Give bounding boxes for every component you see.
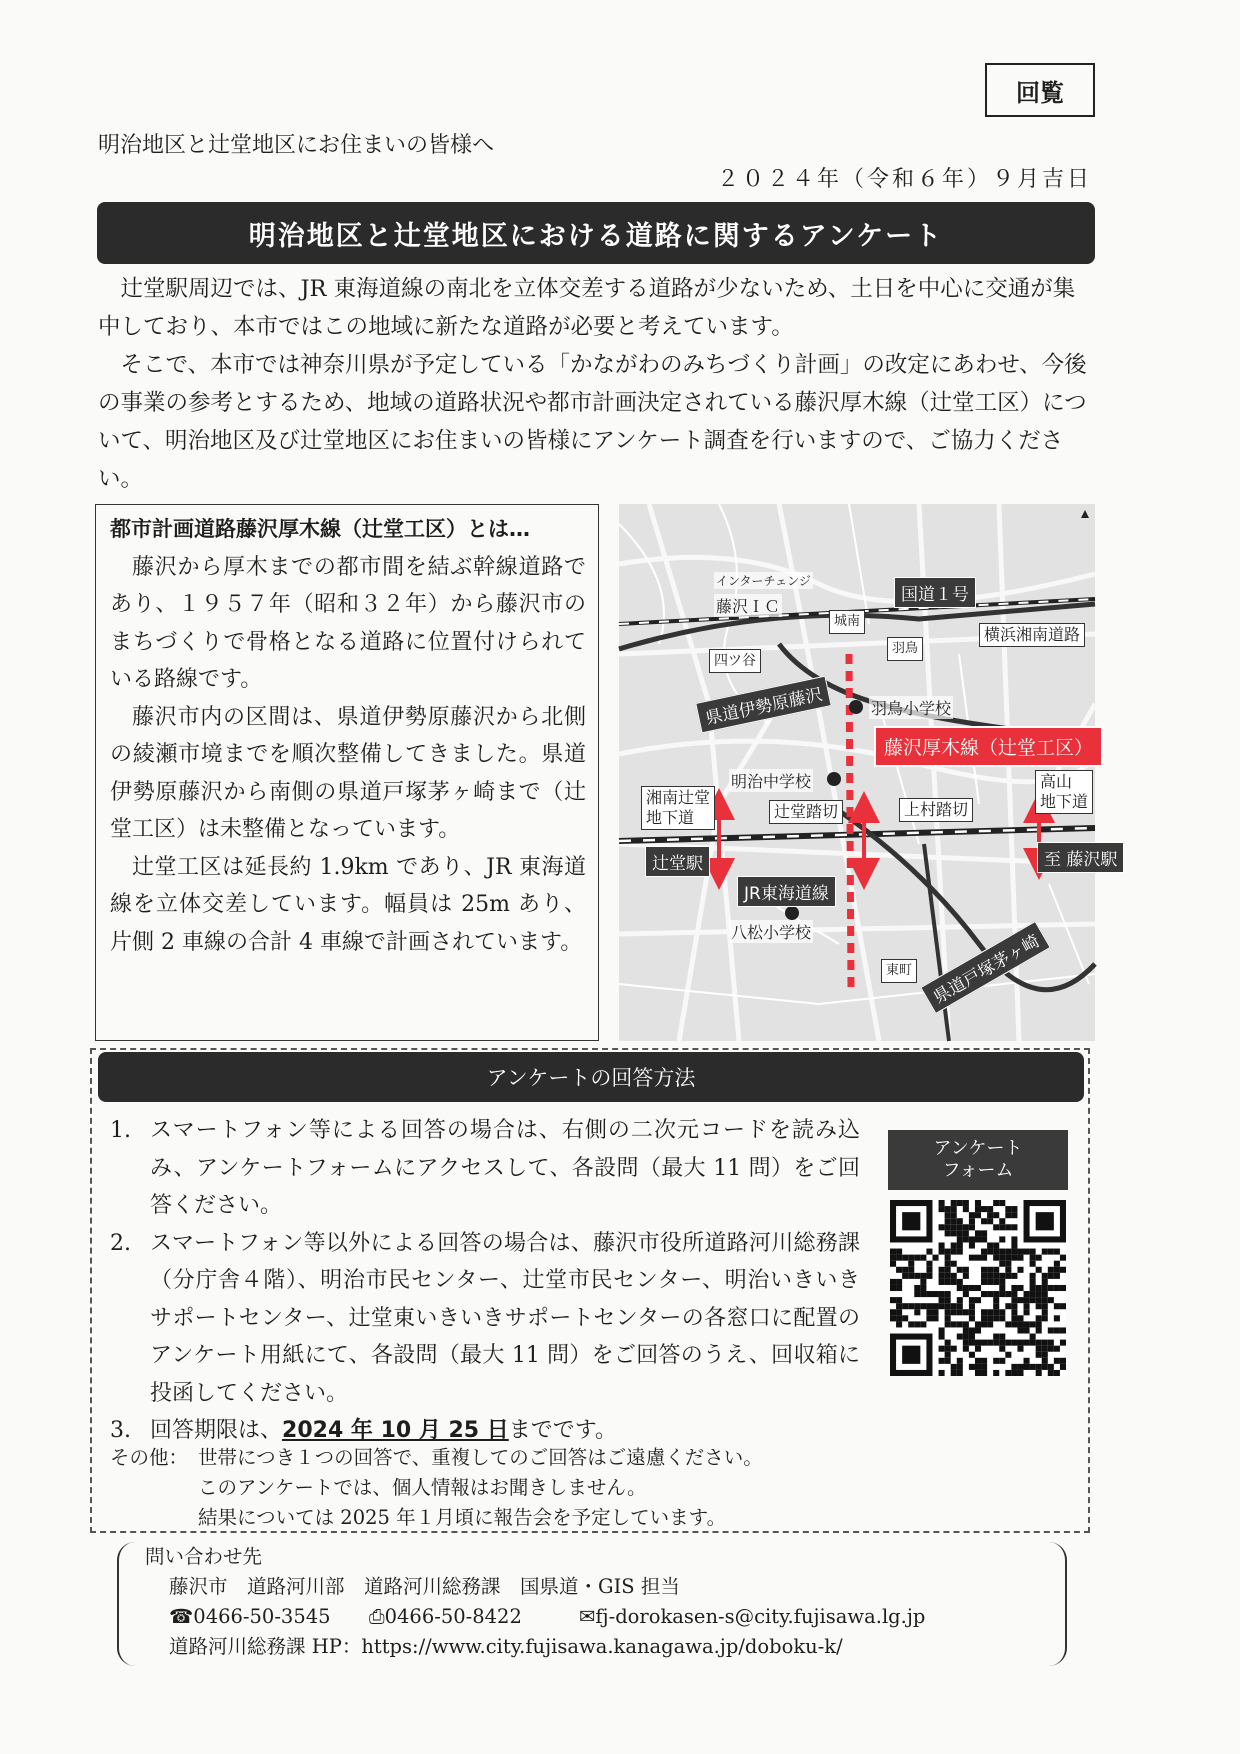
- step-text: スマートフォン等以外による回答の場合は、藤沢市役所道路河川総務課（分庁舎４階）、明治市民センター、辻堂市民センター、明治いきいきサポートセンター、辻堂東いきいきサポートセンターの各窓口に配置のアンケート用紙にて、各設問（最大 11 問）をご回答のうえ、回収箱に投函してください。: [150, 1230, 860, 1406]
- map-label-fujisawa-ic: 藤沢ＩＣ: [714, 594, 782, 617]
- contact-phone: ☎0466-50-3545: [169, 1605, 331, 1628]
- road-info-box: [95, 504, 599, 1041]
- contact-homepage[interactable]: 道路河川総務課 HP：https://www.city.fujisawa.kanagawa.jp/doboku-k/: [169, 1635, 843, 1658]
- howto-heading: アンケートの回答方法: [98, 1052, 1084, 1102]
- page-title: 明治地区と辻堂地区における道路に関するアンケート: [97, 202, 1095, 264]
- qr-caption-line-2: フォーム: [942, 1160, 1014, 1181]
- map-label-takayama-underpass: 高山 地下道: [1035, 770, 1093, 814]
- contact-box: [117, 1542, 1067, 1666]
- contact-fax-wrap: [369, 1602, 579, 1632]
- howto-step-1: [110, 1112, 860, 1225]
- qr-caption: [888, 1130, 1068, 1190]
- deadline-prefix: 回答期限は、: [150, 1418, 283, 1443]
- fax-icon: ⎙: [369, 1605, 385, 1628]
- qr-caption-line-1: アンケート: [933, 1138, 1023, 1159]
- contact-numbers: [169, 1602, 1065, 1632]
- map-label-jonan: 城南: [829, 610, 865, 634]
- step-number: 1.: [110, 1118, 131, 1143]
- howto-step-2: [110, 1225, 860, 1413]
- map-label-to-fujisawa-station: 至 藤沢駅: [1037, 842, 1124, 873]
- contact-email[interactable]: ✉fj-dorokasen-s@city.fujisawa.lg.jp: [579, 1605, 926, 1628]
- map-label-yamatsu-school: 八松小学校: [729, 920, 813, 943]
- road-info-paragraph-3: 辻堂工区は延長約 1.9km であり、JR 東海道線を立体交差しています。幅員は 25m あり、片側 2 車線の合計 4 車線で計画されています。: [110, 854, 586, 955]
- map-label-shonan-tsujido-underpass: 湘南辻堂 地下道: [641, 786, 715, 830]
- area-map: [619, 504, 1118, 1041]
- intro-text: [98, 270, 1094, 498]
- map-label-hatori-school: 羽鳥小学校: [869, 696, 953, 719]
- map-label-yokohama-shonan-road: 横浜湘南道路: [979, 623, 1085, 647]
- map-label-jr-tokaido-line: JR東海道線: [737, 876, 836, 907]
- qr-code[interactable]: [890, 1200, 1066, 1376]
- howto-steps: [110, 1112, 860, 1450]
- map-label-kamimura-crossing: 上村踏切: [899, 798, 973, 822]
- step-text: スマートフォン等による回答の場合は、右側の二次元コードを読み込み、アンケートフォームにアクセスして、各設問（最大 11 問）をご回答ください。: [150, 1118, 860, 1218]
- deadline-suffix: までです。: [508, 1418, 618, 1443]
- map-label-tsujido-crossing: 辻堂踏切: [769, 800, 843, 824]
- step-number: 2.: [110, 1230, 131, 1256]
- map-label-tsujido-station: 辻堂駅: [645, 846, 710, 877]
- other-note-2: このアンケートでは、個人情報はお聞きしません。: [198, 1476, 647, 1499]
- map-label-route1: 国道１号: [894, 577, 976, 608]
- map-label-fujisawa-atsugi-line: 藤沢厚木線（辻堂工区）: [874, 726, 1103, 767]
- other-notes: [110, 1443, 970, 1533]
- contact-organization: 藤沢市 道路河川部 道路河川総務課 国県道・GIS 担当: [169, 1575, 680, 1598]
- road-info-heading: 都市計画道路藤沢厚木線（辻堂工区）とは…: [110, 517, 530, 541]
- map-label-interchange: インターチェンジ: [716, 574, 811, 588]
- other-notes-label: その他：: [110, 1446, 189, 1469]
- other-note-3: 結果については 2025 年１月頃に報告会を予定しています。: [198, 1506, 727, 1529]
- intro-paragraph-1: 辻堂駅周辺では、JR 東海道線の南北を立体交差する道路が少ないため、土日を中心に交通が集中しており、本市ではこの地域に新たな道路が必要と考えています。: [98, 276, 1076, 340]
- map-label-totsuka-chigasaki: 県道戸塚茅ヶ崎: [920, 921, 1051, 1014]
- map-label-higashicho: 東町: [881, 959, 917, 983]
- map-label-meiji-jhs: 明治中学校: [729, 769, 813, 792]
- map-label-hatori: 羽鳥: [887, 637, 923, 661]
- circulation-stamp: 回覧: [985, 63, 1095, 117]
- other-note-1: 世帯につき１つの回答で、重複してのご回答はご遠慮ください。: [198, 1446, 763, 1469]
- contact-fax: 0466-50-8422: [384, 1605, 522, 1628]
- intro-paragraph-2: そこで、本市では神奈川県が予定している「かながわのみちづくり計画」の改定にあわせ、今後の事業の参考とするため、地域の道路状況や都市計画決定されている藤沢厚木線（辻堂工区）について、明治地区及び辻堂地区にお住まいの皆様にアンケート調査を行いますので、ご協力ください。: [98, 352, 1087, 492]
- map-label-isehara-fujisawa: 県道伊勢原藤沢: [695, 676, 832, 734]
- road-info-paragraph-1: 藤沢から厚木までの都市間を結ぶ幹線道路であり、１９５７年（昭和３２年）から藤沢市のまちづくりで骨格となる道路に位置付けられている路線です。: [110, 554, 586, 692]
- deadline-date: 2024 年 10 月 25 日: [282, 1418, 509, 1443]
- step-number: 3.: [110, 1418, 131, 1443]
- map-label-yotsuya: 四ツ谷: [709, 649, 761, 673]
- contact-heading: 問い合わせ先: [145, 1545, 263, 1568]
- addressee: 明治地区と辻堂地区にお住まいの皆様へ: [98, 133, 495, 158]
- road-info-paragraph-2: 藤沢市内の区間は、県道伊勢原藤沢から北側の綾瀬市境までを順次整備してきました。県道伊勢原藤沢から南側の県道戸塚茅ヶ崎まで（辻堂工区）は未整備となっています。: [110, 704, 586, 842]
- issue-date: ２０２４年（令和６年）９月吉日: [716, 167, 1092, 192]
